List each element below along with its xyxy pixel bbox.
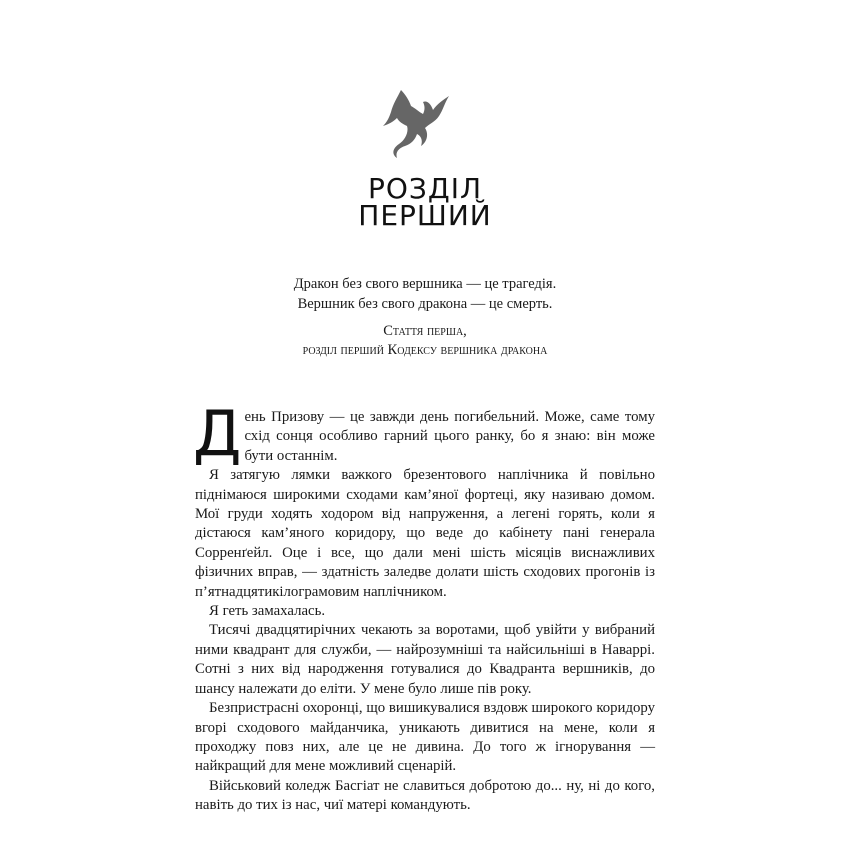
chapter-title-line-1: РОЗДІЛ xyxy=(367,172,483,205)
epigraph-line-1: Дракон без свого вершника — це трагедія. xyxy=(293,276,557,292)
paragraph-5: Безпристрасні охоронці, що вишикувалися вздовж широкого коридору вгорі сходового майданчика, уникають дивитися на мене, коли я проходжу повз них, але це не дивина. До того ж ігнорування — найкращий для мене можливий сценарій. xyxy=(195,700,655,775)
paragraph-3: Я геть замахалась. xyxy=(209,603,326,620)
dragon-icon xyxy=(383,88,449,160)
paragraph-1-text: ень Призову — це завжди день погибельний. Може, саме тому схід сонця особливо гарний цього ранку, бо я знаю: він може бути останнім. xyxy=(244,409,655,464)
epigraph-line-2: Вершник без свого дракона — це смерть. xyxy=(297,296,553,312)
paragraph-4: Тисячі двадцятирічних чекають за воротами, щоб увійти у вибраний ними квадрант для служби, — найрозумніші та найсильніші в Наваррі. Сотні з них від народження готувалися до Квадранта вершників, до шансу належати до еліти. У мене було лише пів року. xyxy=(195,622,655,697)
drop-cap: Д xyxy=(193,397,242,470)
epigraph-source-line-2: розділ перший Кодексу вершника дракона xyxy=(302,342,548,358)
paragraph-6: Військовий коледж Басгіат не славиться добротою до... ну, ні до кого, навіть до тих із нас, чиї матері командують. xyxy=(195,777,655,814)
chapter-title-line-2: ПЕРШИЙ xyxy=(358,199,492,232)
chapter-body xyxy=(193,397,655,816)
paragraph-1 xyxy=(193,397,655,470)
paragraph-2: Я затягую лямки важкого брезентового наплічника й повільно піднімаюся широкими сходами кам’яної фортеці, яку називаю домом. Мої груди ходять ходором від напруження, а легені горять, коли я дістаюся кам’яного коридору, що веде до кабінету пані генерала Сорренґейл. Оце і все, що дали мені шість місяців виснажливих фізичних вправ, — здатність заледве долати шість сходових прогонів із п’ятнадцятикілограмовим наплічником. xyxy=(195,467,655,600)
epigraph-source-line-1: Стаття перша, xyxy=(383,323,467,339)
